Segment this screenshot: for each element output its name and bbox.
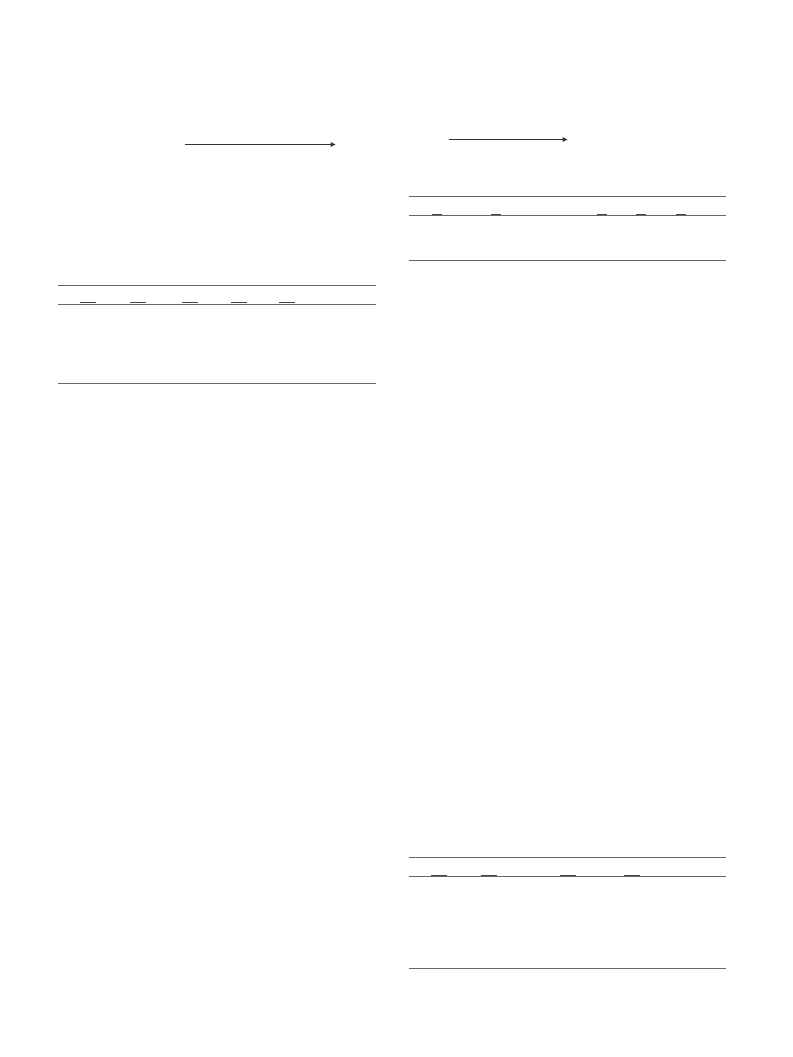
header-mark [130, 302, 146, 303]
header-mark [279, 302, 295, 303]
table-top-rule [58, 285, 376, 286]
table-top-rule [409, 196, 726, 197]
table-header-rule [409, 215, 726, 216]
reaction-arrow [185, 143, 335, 147]
header-mark [231, 302, 247, 303]
table-top-rule [409, 857, 726, 858]
reaction-arrow [449, 138, 567, 142]
table-bottom-rule [409, 260, 726, 261]
table-header-rule [409, 876, 726, 877]
header-mark [80, 302, 96, 303]
table-bottom-rule [409, 968, 726, 969]
table-header-rule [58, 304, 376, 305]
table-bottom-rule [58, 383, 376, 384]
header-mark [182, 302, 198, 303]
